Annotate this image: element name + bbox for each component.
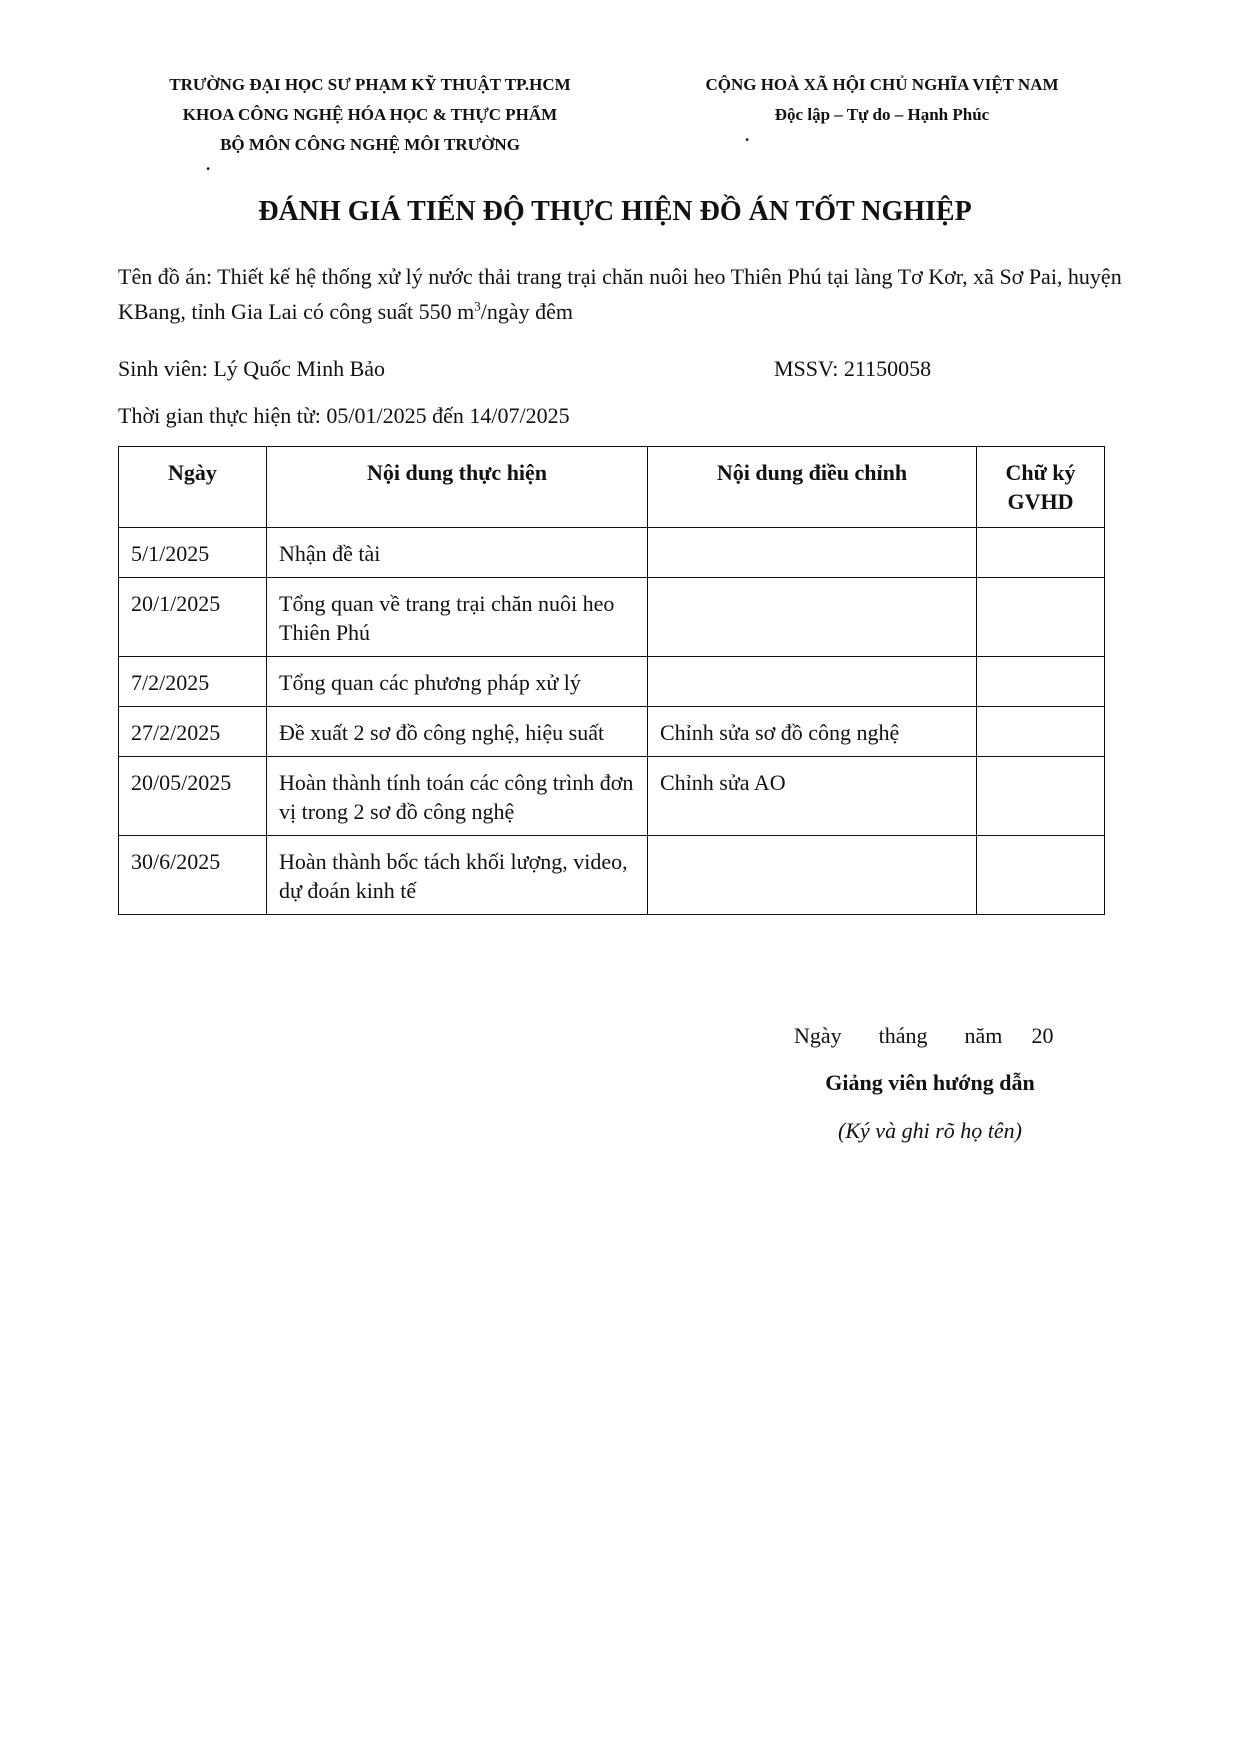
national-motto: Độc lập – Tự do – Hạnh Phúc	[774, 105, 990, 124]
row-adjustment	[648, 528, 977, 578]
row-content: Tổng quan về trang trại chăn nuôi heo Thiên Phú	[267, 578, 648, 657]
row-date: 20/1/2025	[119, 578, 267, 657]
row-signature	[977, 836, 1105, 915]
row-signature	[977, 657, 1105, 707]
row-adjustment	[648, 578, 977, 657]
table-row	[119, 836, 1105, 915]
country-name: CỘNG HOÀ XÃ HỘI CHỦ NGHĨA VIỆT NAM	[705, 75, 1059, 94]
row-content: Tổng quan các phương pháp xử lý	[267, 657, 648, 707]
row-date: 30/6/2025	[119, 836, 267, 915]
row-signature	[977, 707, 1105, 757]
student-name: Sinh viên: Lý Quốc Minh Bảo	[118, 356, 386, 381]
header-right-mark: .	[745, 126, 750, 145]
row-signature	[977, 528, 1105, 578]
university-name: TRƯỜNG ĐẠI HỌC SƯ PHẠM KỸ THUẬT TP.HCM	[169, 75, 571, 94]
student-id: MSSV: 21150058	[774, 356, 932, 381]
signature-date-line	[794, 1021, 1053, 1051]
faculty-name: KHOA CÔNG NGHỆ HÓA HỌC & THỰC PHẨM	[182, 105, 558, 124]
table-row	[119, 757, 1105, 836]
row-content: Đề xuất 2 sơ đồ công nghệ, hiệu suất	[267, 707, 648, 757]
row-content: Hoàn thành bốc tách khối lượng, video, dự đoán kinh tế	[267, 836, 648, 915]
progress-table	[118, 446, 1105, 915]
project-unit-suffix: /ngày đêm	[480, 299, 573, 324]
project-unit-superscript: 3	[474, 298, 481, 314]
year-label: năm	[964, 1023, 1003, 1048]
project-text: Tên đồ án: Thiết kế hệ thống xử lý nước thải trang trại chăn nuôi heo Thiên Phú tại làng Tơ Kơr, xã Sơ Pai, huyện KBang, tỉnh Gia Lai có công suất 550 m	[118, 264, 1122, 324]
column-header-signature: Chữ ký GVHD	[977, 447, 1105, 528]
row-adjustment	[648, 657, 977, 707]
header-left-mark: .	[206, 155, 211, 174]
row-adjustment	[648, 836, 977, 915]
row-adjustment: Chỉnh sửa AO	[648, 757, 977, 836]
table-header-row	[119, 447, 1105, 528]
execution-period: Thời gian thực hiện từ: 05/01/2025 đến 14/07/2025	[118, 403, 570, 428]
table-row	[119, 707, 1105, 757]
table-row	[119, 657, 1105, 707]
department-name: BỘ MÔN CÔNG NGHỆ MÔI TRƯỜNG	[220, 135, 520, 154]
institution-header	[118, 70, 622, 160]
signature-instruction: (Ký và ghi rõ họ tên)	[838, 1118, 1022, 1143]
supervisor-title: Giảng viên hướng dẫn	[825, 1070, 1035, 1095]
row-date: 7/2/2025	[119, 657, 267, 707]
row-date: 5/1/2025	[119, 528, 267, 578]
table-row	[119, 528, 1105, 578]
day-label: Ngày	[794, 1023, 842, 1048]
row-signature	[977, 578, 1105, 657]
column-header-date: Ngày	[119, 447, 267, 528]
row-date: 20/05/2025	[119, 757, 267, 836]
document-title: ĐÁNH GIÁ TIẾN ĐỘ THỰC HIỆN ĐỒ ÁN TỐT NGHIỆP	[258, 196, 972, 227]
row-content: Hoàn thành tính toán các công trình đơn vị trong 2 sơ đồ công nghệ	[267, 757, 648, 836]
national-header	[652, 70, 1112, 130]
column-header-adjustment: Nội dung điều chỉnh	[648, 447, 977, 528]
year-prefix: 20	[1031, 1023, 1054, 1048]
row-signature	[977, 757, 1105, 836]
column-header-content: Nội dung thực hiện	[267, 447, 648, 528]
row-content: Nhận đề tài	[267, 528, 648, 578]
project-title	[118, 259, 1128, 329]
table-row	[119, 578, 1105, 657]
month-label: tháng	[878, 1023, 928, 1048]
row-adjustment: Chỉnh sửa sơ đồ công nghệ	[648, 707, 977, 757]
row-date: 27/2/2025	[119, 707, 267, 757]
